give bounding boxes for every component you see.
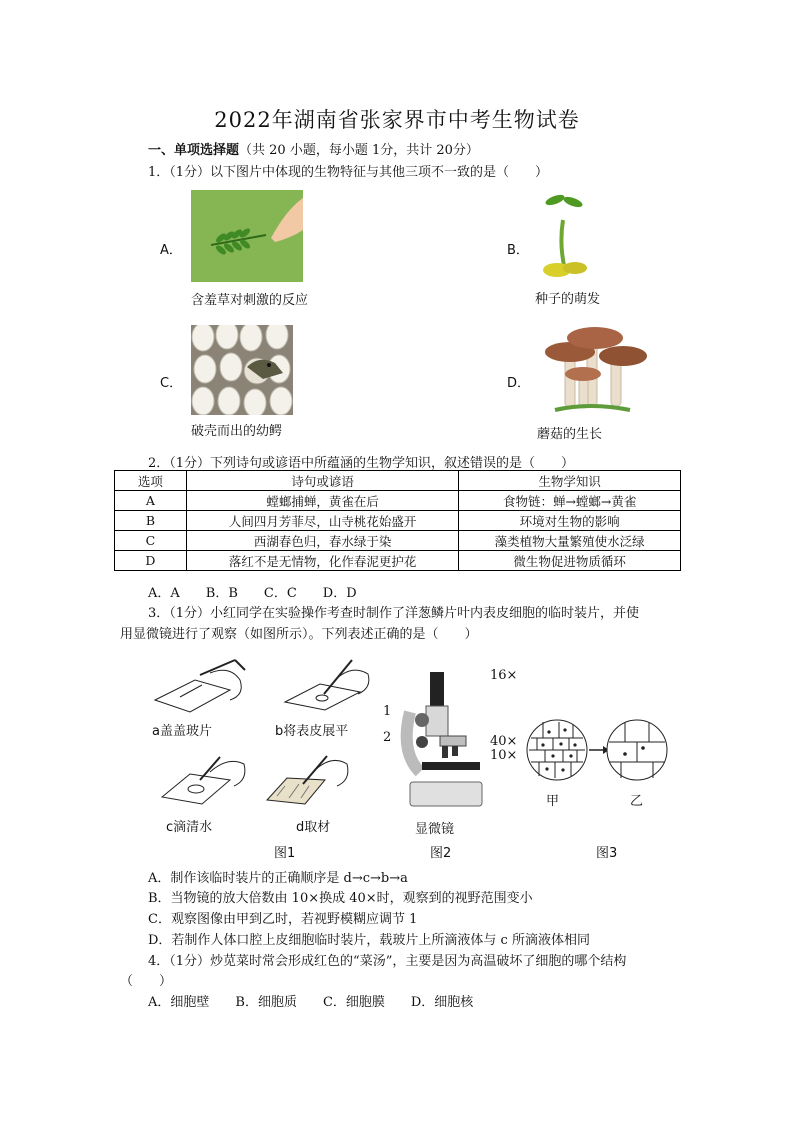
q3-stem-line2: 用显微镜进行了观察（如图所示）。下列表述正确的是（ ） xyxy=(120,627,478,642)
step-d-illustration xyxy=(265,750,355,808)
table-header-cell: 生物学知识 xyxy=(459,471,681,491)
q1-option-b-label: B． xyxy=(507,243,529,258)
figure-3-caption: 图3 xyxy=(596,846,618,861)
table-cell: 食物链：蝉→螳螂→黄雀 xyxy=(459,491,681,511)
table-cell: D xyxy=(115,551,187,571)
q1-option-d-label: D． xyxy=(507,376,531,391)
crocodile-eggs-image xyxy=(191,325,293,415)
step-d-label: d取材 xyxy=(296,820,331,835)
q1-option-d-caption: 蘑菇的生长 xyxy=(537,427,603,442)
section-note: （共 20 小题，每小题 1分，共计 20分） xyxy=(239,143,479,158)
table-cell: 落红不是无情物，化作春泥更护花 xyxy=(186,551,459,571)
q4-options: A．细胞壁 B．细胞质 C．细胞膜 D．细胞核 xyxy=(148,995,474,1010)
table-row xyxy=(115,531,681,551)
table-cell: 人间四月芳菲尽，山寺桃花始盛开 xyxy=(186,511,459,531)
q3-stem-line1: 3．（1分）小红同学在实验操作考查时制作了洋葱鳞片叶内表皮细胞的临时装片，并使 xyxy=(148,606,640,621)
step-a-illustration xyxy=(150,655,255,715)
page-title: 2022年湖南省张家界市中考生物试卷 xyxy=(214,108,580,132)
q2-table xyxy=(114,470,681,571)
table-cell: C xyxy=(115,531,187,551)
q2-answers: A．A B．B C．C D．D xyxy=(148,586,357,601)
q4-stem-line1: 4．（1分）炒苋菜时常会形成红色的“菜汤”，主要是因为高温破坏了细胞的哪个结构 xyxy=(148,954,627,969)
seedling-image xyxy=(535,190,595,280)
table-cell: 微生物促进物质循环 xyxy=(459,551,681,571)
table-cell: 西湖春色归，春水绿于染 xyxy=(186,531,459,551)
q1-option-b-caption: 种子的萌发 xyxy=(535,292,601,307)
table-cell: 环境对生物的影响 xyxy=(459,511,681,531)
table-cell: 螳螂捕蝉，黄雀在后 xyxy=(186,491,459,511)
microscope-label: 显微镜 xyxy=(415,822,455,837)
step-a-label: a盖盖玻片 xyxy=(152,724,212,739)
eyepiece-label: 16× xyxy=(490,668,518,683)
table-row xyxy=(115,511,681,531)
knob-1-label: 1 xyxy=(383,704,392,719)
table-row xyxy=(115,551,681,571)
table-row xyxy=(115,491,681,511)
mushroom-image xyxy=(535,322,650,417)
q3-option-b: B．当物镜的放大倍数由 10×换成 40×时，观察到的视野范围变小 xyxy=(148,891,533,906)
q2-stem: 2．（1分）下列诗句或谚语中所蕴涵的生物学知识，叙述错误的是（ ） xyxy=(148,456,575,471)
table-header-cell: 诗句或谚语 xyxy=(186,471,459,491)
figure-2-caption: 图2 xyxy=(430,846,452,861)
table-cell: B xyxy=(115,511,187,531)
q3-option-c: C．观察图像由甲到乙时，若视野模糊应调节 1 xyxy=(148,912,418,927)
step-b-label: b将表皮展平 xyxy=(275,724,349,739)
section-heading xyxy=(148,139,479,158)
knob-2-label: 2 xyxy=(383,730,392,745)
field-of-view-illustration xyxy=(525,718,670,786)
q1-option-c-caption: 破壳而出的幼鳄 xyxy=(191,424,283,439)
q3-option-a: A．制作该临时装片的正确顺序是 d→c→b→a xyxy=(148,871,408,886)
step-c-illustration xyxy=(160,752,250,807)
step-c-label: c滴清水 xyxy=(166,820,213,835)
view-yi-label: 乙 xyxy=(630,794,644,809)
table-cell: A xyxy=(115,491,187,511)
q1-stem: 1．（1分）以下图片中体现的生物特征与其他三项不一致的是（ ） xyxy=(148,165,549,180)
objective-10x-label: 10× xyxy=(490,748,518,763)
q1-option-a-label: A． xyxy=(160,243,182,258)
table-header-cell: 选项 xyxy=(115,471,187,491)
table-header-row xyxy=(115,471,681,491)
q1-option-c-label: C． xyxy=(160,376,183,391)
q1-option-a-caption: 含羞草对刺激的反应 xyxy=(191,293,309,308)
q4-stem-line2: （ ） xyxy=(120,974,173,989)
step-b-illustration xyxy=(280,652,375,714)
figure-1-caption: 图1 xyxy=(274,846,296,861)
objective-40x-label: 40× xyxy=(490,734,518,749)
view-jia-label: 甲 xyxy=(546,794,560,809)
q3-option-d: D．若制作人体口腔上皮细胞临时装片，载玻片上所滴液体与 c 所滴液体相同 xyxy=(148,933,590,948)
mimosa-image xyxy=(191,190,303,282)
section-name: 一、单项选择题 xyxy=(148,143,240,158)
table-cell: 藻类植物大量繁殖使水泛绿 xyxy=(459,531,681,551)
